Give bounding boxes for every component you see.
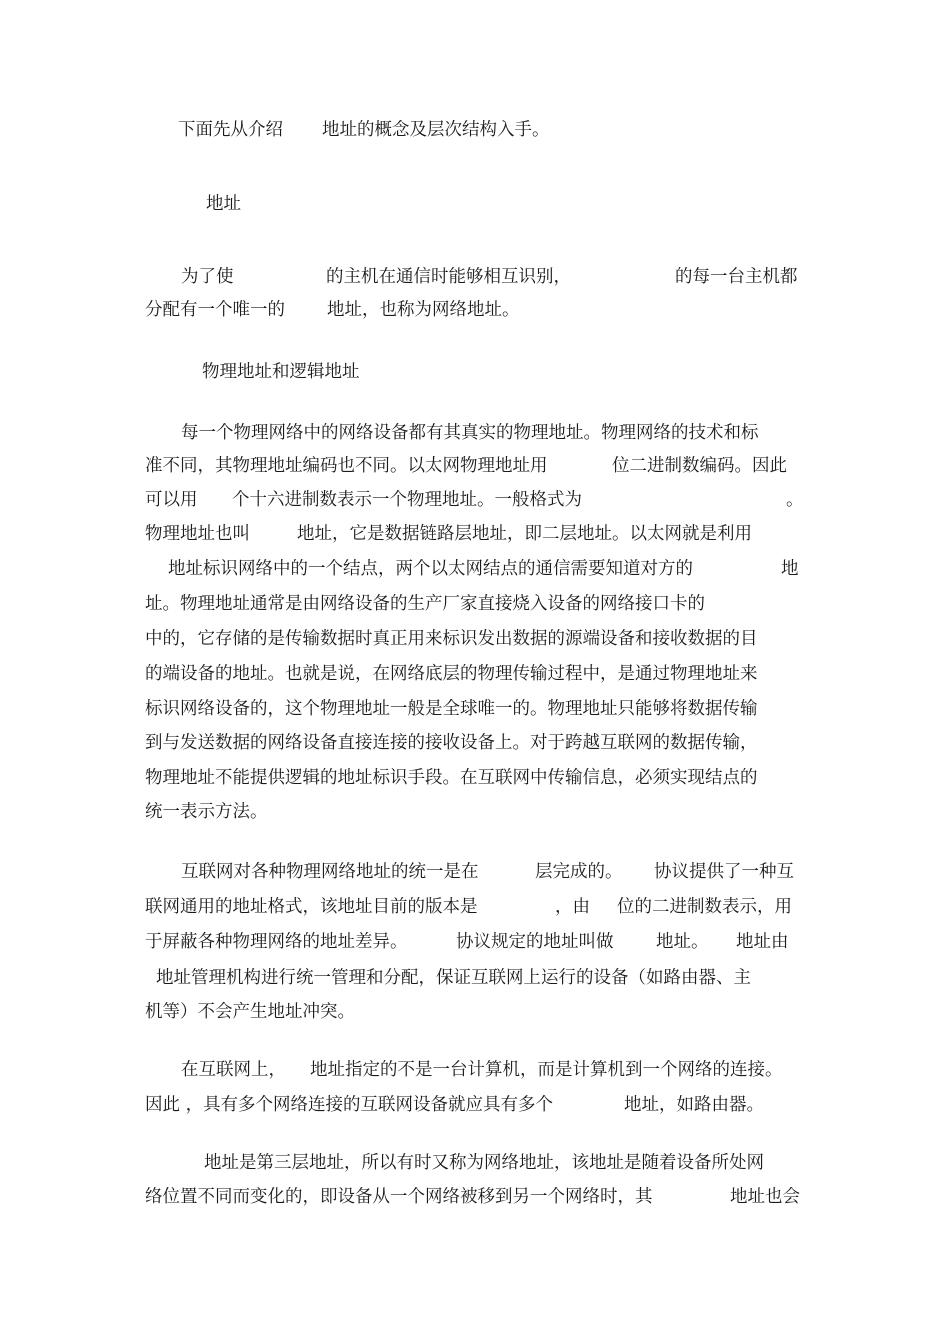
para2-line2-part2: 位二进制数编码。因此: [612, 456, 787, 476]
heading-physical-logical-text: 物理地址和逻辑地址: [202, 362, 360, 382]
para4-line2-part2: 地址，如路由器。: [624, 1095, 764, 1115]
para2-line1-text: 每一个物理网络中的网络设备都有其真实的物理地址。物理网络的技术和标: [181, 423, 759, 443]
para2-line11-text: 物理地址不能提供逻辑的地址标识手段。在互联网中传输信息，必须实现结点的: [145, 768, 758, 788]
para3-line1-part3: 协议提供了一种互: [654, 862, 794, 882]
para4-line1-part1: 在互联网上，: [181, 1060, 286, 1080]
para2-line9-text: 标识网络设备的，这个物理地址一般是全球唯一的。物理地址只能够将数据传输: [145, 699, 758, 719]
para1-line1-part2: 的主机在通信时能够相互识别，: [326, 267, 571, 287]
para5-line2-part1: 络位置不同而变化的，即设备从一个网络被移到另一个网络时，其: [145, 1187, 653, 1207]
para3-line1-part1: 互联网对各种物理网络地址的统一是在: [181, 862, 479, 882]
para1-line1-part1: 为了使: [181, 267, 234, 287]
para2-line8-text: 的端设备的地址。也就是说，在网络底层的物理传输过程中，是通过物理地址来: [145, 664, 758, 684]
para3-line1-part2: 层完成的。: [535, 862, 623, 882]
para1-line1-part3: 的每一台主机都: [675, 267, 798, 287]
para2-line5-part2: 地: [781, 559, 799, 579]
para2-line3-part1: 可以用: [145, 490, 198, 510]
para2-line12-text: 统一表示方法。: [145, 802, 268, 822]
para2-line2-part1: 准不同，其物理地址编码也不同。以太网物理地址用: [145, 456, 548, 476]
para2-line10-text: 到与发送数据的网络设备直接连接的接收设备上。对于跨越互联网的数据传输，: [145, 733, 758, 753]
para2-line4-part2: 地址，它是数据链路层地址，即二层地址。以太网就是利用: [297, 524, 752, 544]
para3-line2-part1: 联网通用的地址格式，该地址目前的版本是: [145, 897, 478, 917]
heading-address-text: 地址: [206, 194, 241, 214]
para2-line3-part3: 。: [786, 490, 804, 510]
para2-line5-part1: 地址标识网络中的一个结点，两个以太网结点的通信需要知道对方的: [168, 559, 693, 579]
para3-line2-part2: ，由: [555, 897, 590, 917]
para2-line6-text: 址。物理地址通常是由网络设备的生产厂家直接烧入设备的网络接口卡的: [145, 594, 705, 614]
para5-line1-text: 地址是第三层地址，所以有时又称为网络地址，该地址是随着设备所处网: [204, 1153, 764, 1173]
para3-line3-part4: 地址由: [736, 932, 789, 952]
para3-line2-part3: 位的二进制数表示，用: [617, 897, 792, 917]
para3-line4-text: 地址管理机构进行统一管理和分配，保证互联网上运行的设备（如路由器、主: [156, 968, 751, 988]
para3-line5-text: 机等）不会产生地址冲突。: [145, 1002, 355, 1022]
para3-line3-part2: 协议规定的地址叫做: [456, 932, 614, 952]
para2-line4-part1: 物理地址也叫: [145, 524, 250, 544]
para4-line2-part1: 因此 ，具有多个网络连接的互联网设备就应具有多个: [145, 1095, 554, 1115]
intro-text-part2: 地址的概念及层次结构入手。: [322, 120, 550, 140]
para1-line2-part1: 分配有一个唯一的: [145, 300, 285, 320]
para4-line1-part2: 地址指定的不是一台计算机，而是计算机到一个网络的连接。: [310, 1060, 783, 1080]
intro-text-part1: 下面先从介绍: [178, 120, 283, 140]
para2-line3-part2: 个十六进制数表示一个物理地址。一般格式为: [232, 490, 582, 510]
para2-line7-text: 中的，它存储的是传输数据时真正用来标识发出数据的源端设备和接收数据的目: [145, 629, 758, 649]
para1-line2-part2: 地址，也称为网络地址。: [327, 300, 520, 320]
para3-line3-part3: 地址。: [656, 932, 709, 952]
para5-line2-part2: 地址也会: [730, 1187, 800, 1207]
para3-line3-part1: 于屏蔽各种物理网络的地址差异。: [145, 932, 408, 952]
